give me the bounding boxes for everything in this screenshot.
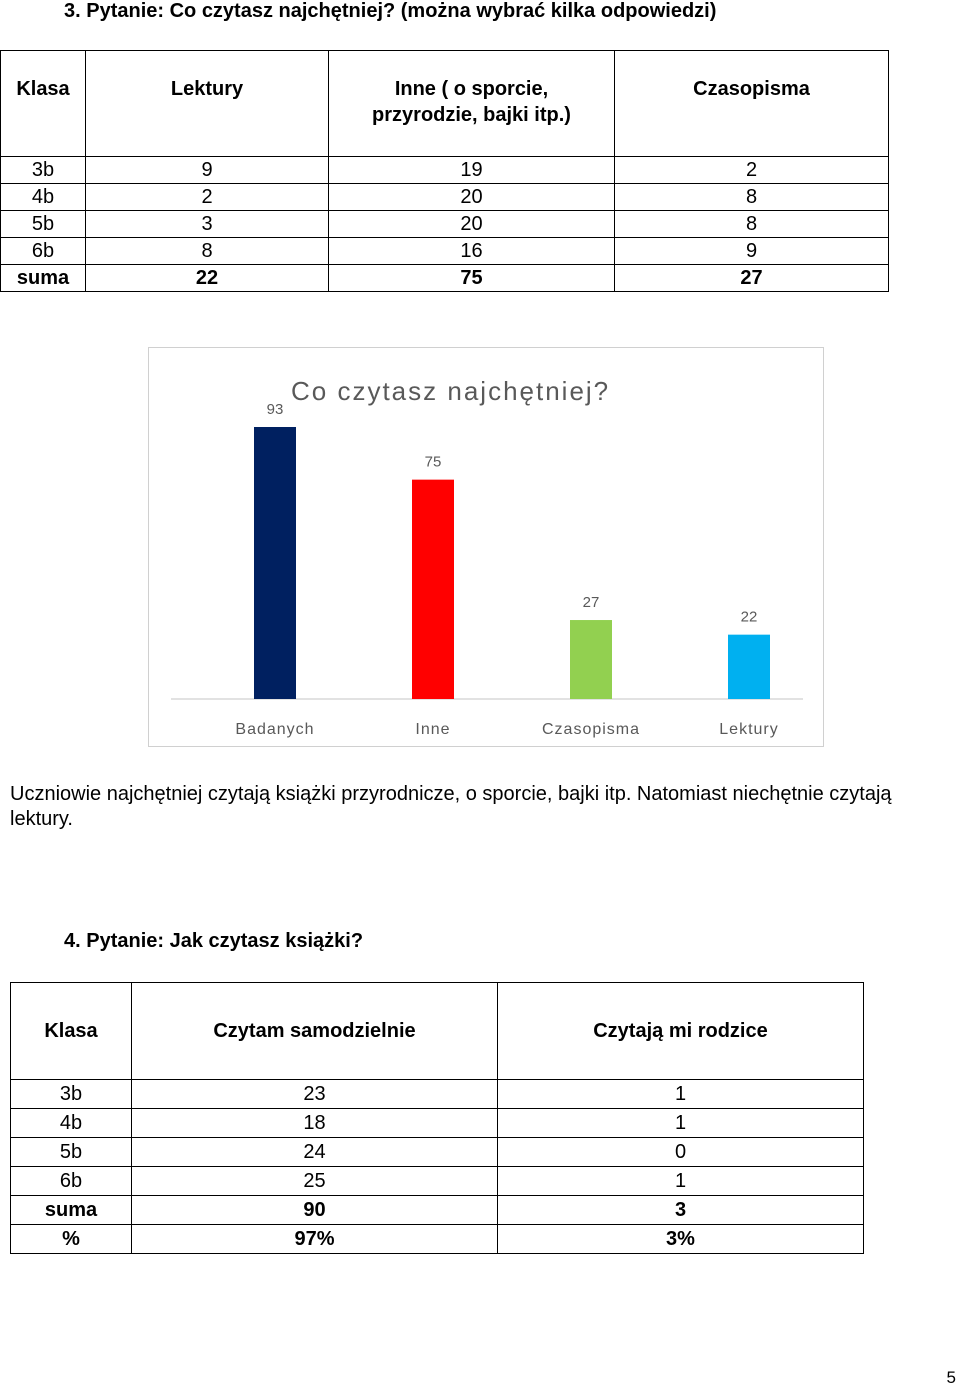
cell: 8 bbox=[86, 238, 329, 265]
q4-header-klasa: Klasa bbox=[11, 983, 132, 1080]
cell: 19 bbox=[329, 157, 615, 184]
cell: 2 bbox=[615, 157, 889, 184]
q4-heading: 4. Pytanie: Jak czytasz książki? bbox=[64, 930, 364, 952]
cell: 3b bbox=[1, 157, 86, 184]
cell: 1 bbox=[498, 1080, 864, 1109]
data-label: 75 bbox=[424, 453, 442, 471]
q4-header-rodzice: Czytają mi rodzice bbox=[498, 983, 864, 1080]
q4-table bbox=[10, 982, 864, 1254]
cell: 1 bbox=[498, 1109, 864, 1138]
bar-badanych bbox=[254, 427, 296, 699]
sum-row bbox=[1, 265, 889, 292]
cell: 0 bbox=[498, 1138, 864, 1167]
cell: 1 bbox=[498, 1167, 864, 1196]
category-label: Lektury bbox=[719, 721, 779, 738]
reading-preferences-chart bbox=[148, 347, 824, 747]
data-label: 93 bbox=[266, 401, 284, 418]
q3-header-czasopisma: Czasopisma bbox=[615, 51, 889, 157]
sum-row bbox=[11, 1196, 864, 1225]
percent-row bbox=[11, 1225, 864, 1254]
category-label: Czasopisma bbox=[541, 721, 641, 738]
cell: 25 bbox=[132, 1167, 498, 1196]
page-number: 5 bbox=[946, 1368, 956, 1387]
table-row bbox=[1, 238, 889, 265]
cell: 27 bbox=[615, 265, 889, 292]
category-label: Inne bbox=[415, 721, 451, 738]
cell: 5b bbox=[1, 211, 86, 238]
cell: 5b bbox=[11, 1138, 132, 1167]
cell: 24 bbox=[132, 1138, 498, 1167]
cell: 75 bbox=[329, 265, 615, 292]
cell: 97% bbox=[132, 1225, 498, 1254]
cell: 6b bbox=[1, 238, 86, 265]
cell: 4b bbox=[1, 184, 86, 211]
cell: 90 bbox=[132, 1196, 498, 1225]
cell: 8 bbox=[615, 211, 889, 238]
bar-inne bbox=[412, 480, 454, 699]
cell: 9 bbox=[615, 238, 889, 265]
q3-header-lektury: Lektury bbox=[86, 51, 329, 157]
data-label: 27 bbox=[582, 594, 600, 612]
cell: 2 bbox=[86, 184, 329, 211]
q3-table bbox=[0, 50, 889, 292]
table-row bbox=[1, 211, 889, 238]
q4-header-samodzielnie: Czytam samodzielnie bbox=[132, 983, 498, 1080]
bar-czasopisma bbox=[570, 620, 612, 699]
cell: % bbox=[11, 1225, 132, 1254]
table-row bbox=[11, 1167, 864, 1196]
cell: suma bbox=[1, 265, 86, 292]
q3-heading: 3. Pytanie: Co czytasz najchętniej? (można wybrać kilka odpowiedzi) bbox=[64, 0, 717, 22]
table-row bbox=[1, 184, 889, 211]
table-row bbox=[1, 157, 889, 184]
cell: 20 bbox=[329, 211, 615, 238]
q3-header-klasa: Klasa bbox=[1, 51, 86, 157]
cell: 16 bbox=[329, 238, 615, 265]
cell: 6b bbox=[11, 1167, 132, 1196]
cell: 3 bbox=[498, 1196, 864, 1225]
cell: 4b bbox=[11, 1109, 132, 1138]
cell: 20 bbox=[329, 184, 615, 211]
cell: 3b bbox=[11, 1080, 132, 1109]
data-label: 22 bbox=[740, 608, 758, 626]
bar-lektury bbox=[728, 635, 770, 699]
cell: 22 bbox=[86, 265, 329, 292]
table-row bbox=[11, 1080, 864, 1109]
cell: 9 bbox=[86, 157, 329, 184]
chart-canvas bbox=[149, 348, 823, 746]
chart-title: Co czytasz najchętniej? bbox=[291, 376, 611, 406]
q3-header-inne: Inne ( o sporcie, przyrodzie, bajki itp.) bbox=[329, 51, 615, 157]
table-row bbox=[11, 1138, 864, 1167]
cell: 3% bbox=[498, 1225, 864, 1254]
cell: suma bbox=[11, 1196, 132, 1225]
table-row bbox=[11, 1109, 864, 1138]
cell: 18 bbox=[132, 1109, 498, 1138]
q3-conclusion: Uczniowie najchętniej czytają książki przyrodnicze, o sporcie, bajki itp. Natomiast niechętnie czytają lektury. bbox=[10, 783, 892, 830]
cell: 23 bbox=[132, 1080, 498, 1109]
cell: 3 bbox=[86, 211, 329, 238]
cell: 8 bbox=[615, 184, 889, 211]
category-label: Badanych bbox=[235, 721, 315, 738]
